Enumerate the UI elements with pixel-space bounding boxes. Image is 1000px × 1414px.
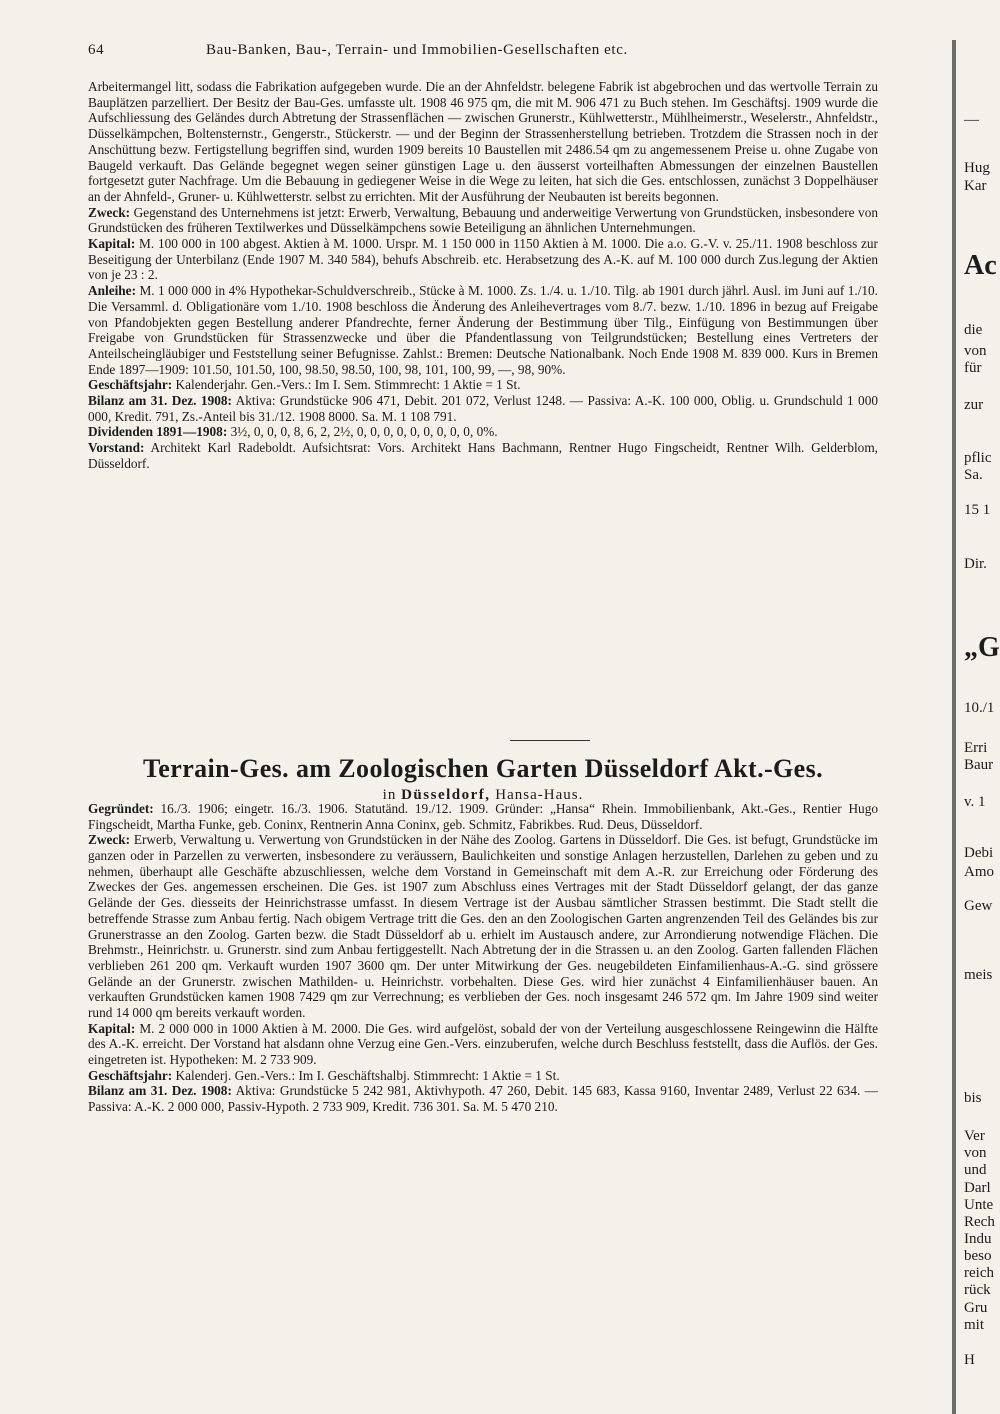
- paragraph-zweck: [88, 205, 878, 236]
- margin-fragment: von: [964, 343, 987, 359]
- running-title: Bau-Banken, Bau-, Terrain- und Immobilien-Gesellschaften etc.: [206, 42, 628, 58]
- paragraph-lead: Kapital:: [88, 236, 136, 252]
- paragraph-lead: Bilanz am 31. Dez. 1908:: [88, 1083, 232, 1099]
- margin-fragment: Baur: [964, 757, 994, 773]
- paragraph-text: Gegenstand des Unternehmens ist jetzt: Erwerb, Verwaltung, Bebauung und anderweitige Verwertung von Grundstücken, insbesondere von Grundstücken des früheren Textilwerkes und Düsselkämpchens sowie Beteiligung an ähnlichen Unternehmungen.: [88, 204, 878, 236]
- paragraph-text: M. 2 000 000 in 1000 Aktien à M. 2000. Die Ges. wird aufgelöst, sobald der von der Verteilung ausgeschlossene Reingewinn die Hälfte des A.-K. erreicht. Der Vorstand hat alsdann ohne Verzug eine Gen.-Vers. einzuberufen, welche durch Beschluss feststellt, dass die Auflös. der Ges. eingetreten ist. Hypotheken: M. 2 733 909.: [88, 1020, 878, 1067]
- margin-fragment: und: [964, 1162, 987, 1178]
- paragraph-lead: Zweck:: [88, 832, 131, 848]
- margin-fragment: „G: [964, 632, 1000, 663]
- paragraph-kapital: [88, 1021, 878, 1068]
- paragraph-lead: Kapital:: [88, 1020, 136, 1036]
- margin-fragment: v. 1: [964, 794, 986, 810]
- paragraph-text: 3½, 0, 0, 0, 8, 6, 2, 2½, 0, 0, 0, 0, 0, 0, 0, 0, 0, 0%.: [230, 424, 498, 440]
- margin-fragment: H: [964, 1352, 975, 1368]
- paragraph-gegruendet: [88, 801, 878, 832]
- paragraph-lead: Zweck:: [88, 204, 131, 220]
- company-section: [88, 801, 878, 1115]
- paragraph-zweck: [88, 832, 878, 1020]
- margin-fragment: beso: [964, 1248, 992, 1264]
- margin-fragment: Debi: [964, 845, 994, 861]
- paragraph-lead: Gegründet:: [88, 801, 154, 816]
- page-header: [88, 42, 878, 66]
- margin-fragment: Hug: [964, 160, 990, 176]
- margin-fragment: mit: [964, 1317, 985, 1333]
- paragraph-text: M. 1 000 000 in 4% Hypothekar-Schuldverschreib., Stücke à M. 1000. Zs. 1./4. u. 1./10. Tilg. ab 1901 durch jährl. Ausl. im Juni auf 1./10. Die Versamml. d. Obligationäre vom 1./10. 1908 beschloss die Änderung des Anleihevertrages vom 8./7. bezw. 1./10. 1896 in bezug auf Freigabe von Pfandobjekten gegen Bestellung anderer Pfandrechte, ferner Änderung der Bestimmung über Tilg., Einfügung von Bestimmungen über Freigabe von Grundstücken für Strassenzwecke und über die Pfandentlassung von Teilgrundstücken; Bestellung eines Vertreters der Anteilscheingläubiger und Feststellung seiner Befugnisse. Zahlst.: Bremen: Deutsche Nationalbank. Noch Ende 1908 M. 839 000. Kurs in Bremen Ende 1897—1909: 101.50, 101.50, 100, 98.50, 98.50, 100, 98, 101, 100, 99, —, 98, 90%.: [88, 283, 879, 377]
- margin-fragment: rück: [964, 1282, 991, 1298]
- paragraph-geschaeftsjahr: [88, 1068, 878, 1084]
- margin-fragment: pflic: [964, 450, 992, 466]
- margin-fragment: reich: [964, 1265, 994, 1281]
- paragraph-lead: Dividenden 1891—1908:: [88, 424, 228, 440]
- paragraph-anleihe: [88, 283, 878, 377]
- paragraph-bilanz: [88, 393, 878, 424]
- paragraph-text: 16./3. 1906; eingetr. 16./3. 1906. Statutänd. 19./12. 1909. Gründer: „Hansa“ Rhein. Immobilienbank, Akt.-Ges., Rentier Hugo Fingscheidt, Martha Funke, geb. Coninx, Rentnerin Anna Coninx, geb. Schmitz, Fabrikbes. Rud. Deus, Düsseldorf.: [88, 801, 878, 832]
- paragraph-bilanz: [88, 1083, 878, 1114]
- margin-fragment: Rech: [964, 1214, 995, 1230]
- margin-fragment: meis: [964, 967, 993, 983]
- paragraph-kapital: [88, 236, 878, 283]
- margin-fragment: Unte: [964, 1197, 994, 1213]
- paragraph-lead: Geschäftsjahr:: [88, 377, 173, 393]
- margin-fragment: Amo: [964, 864, 994, 880]
- location-prefix: in: [382, 787, 397, 803]
- margin-fragment: Indu: [964, 1231, 992, 1247]
- location-address: Hansa-Haus.: [495, 787, 584, 803]
- facing-page-margin: [952, 0, 1000, 1414]
- paragraph-lead: Bilanz am 31. Dez. 1908:: [88, 393, 232, 409]
- margin-fragment: bis: [964, 1090, 982, 1106]
- margin-fragment: Kar: [964, 178, 987, 194]
- paragraph-text: Aktiva: Grundstücke 5 242 981, Aktivhypoth. 47 260, Debit. 145 683, Kassa 9160, Inventar 2489, Verlust 22 634. — Passiva: A.-K. 2 000 000, Passiv-Hypoth. 2 733 909, Kredit. 736 301. Sa. M. 5 470 210.: [88, 1083, 878, 1115]
- location-city: Düsseldorf,: [401, 787, 491, 803]
- paragraph-text: Aktiva: Grundstücke 906 471, Debit. 201 072, Verlust 1248. — Passiva: A.-K. 100 000, Oblig. u. Grundschuld 1 000 000, Kredit. 791, Zs.-Anteil bis 31./12. 1908 8000. Sa. M. 1 108 791.: [88, 393, 879, 424]
- margin-fragment: die: [964, 322, 983, 338]
- paragraph-text: M. 100 000 in 100 abgest. Aktien à M. 1000. Urspr. M. 1 150 000 in 1150 Aktien à M. 1000. Die a.o. G.-V. v. 25./11. 1908 beschloss zur Beseitigung der Unterbilanz (Ende 1907 M. 340 584), behufs Abschreib. etc. Herabsetzung des A.-K. auf M. 100 000 durch Zus.legung der Aktien von je 23 : 2.: [88, 236, 878, 283]
- margin-fragment: —: [964, 112, 979, 128]
- margin-fragment: Gru: [964, 1300, 988, 1316]
- margin-fragment: Darl: [964, 1180, 991, 1196]
- paragraph-text: Arbeitermangel litt, sodass die Fabrikation aufgegeben wurde. Die an der Ahnfeldstr. belegene Fabrik ist abgebrochen und das wertvolle Terrain zu Bauplätzen parzelliert. Der Besitz der Bau-Ges. umfasste ult. 1908 46 975 qm, die mit M. 906 471 zu Buch stehen. Im Geschäftsj. 1909 wurde die Aufschliessung des Geländes durch Abtretung der Strassenflächen — zwischen Grunerstr., Kühlwetterstr., Mühlheimerstr., Weselerstr., Ahnfeldstr., Düsselkämpchen, Boltensternstr., Gengerstr., Stückerstr. — und der Beginn der Strassenherstellung betrieben. Trotzdem die Strassen noch in der Anschüttung bezw. Fertigstellung begriffen sind, wurden 1909 bereits 10 Baustellen mit 2486.54 qm zu angemessenem Preise u. ohne Zugabe von Baugeld verkauft. Das Gelände begegnet wegen seiner günstigen Lage u. den äusserst vorteilhaften Abmessungen der einzelnen Baustellen fortgesetzt guter Nachfrage. Um die Bebauung in gediegener Weise in die Wege zu leiten, hat sich die Ges. entschlossen, zunächst 3 Doppelhäuser an der Ahnfeld-, Gruner- u. Kühlwetterstr. selbst zu errichten. Mit der Ausführung der Neubauten ist bereits begonnen.: [88, 79, 878, 204]
- margin-fragment: Ac: [964, 250, 997, 281]
- margin-fragment: Erri: [964, 740, 988, 756]
- page-number: 64: [88, 42, 105, 58]
- paragraph-vorstand: [88, 440, 878, 471]
- paragraph-text: Kalenderjahr. Gen.-Vers.: Im I. Sem. Stimmrecht: 1 Aktie = 1 St.: [175, 377, 521, 393]
- margin-fragment: 10./1: [964, 700, 995, 716]
- margin-fragment: Sa.: [964, 467, 983, 483]
- paragraph-dividenden: [88, 424, 878, 440]
- paragraph-geschaeftsjahr: [88, 377, 878, 393]
- paragraph-text: Kalenderj. Gen.-Vers.: Im I. Geschäftshalbj. Stimmrecht: 1 Aktie = 1 St.: [175, 1067, 560, 1083]
- paragraph-lead: Geschäftsjahr:: [88, 1067, 173, 1083]
- margin-fragment: zur: [964, 397, 984, 413]
- margin-fragment: Dir.: [964, 556, 987, 572]
- margin-fragment: 15 1: [964, 502, 991, 518]
- company-title: Terrain-Ges. am Zoologischen Garten Düsseldorf Akt.-Ges.: [142, 754, 824, 783]
- margin-fragment: für: [964, 360, 982, 376]
- paragraph-lead: Vorstand:: [88, 440, 145, 456]
- previous-company-section: [88, 79, 878, 472]
- paragraph-continuation: [88, 79, 878, 205]
- paragraph-text: Architekt Karl Radeboldt. Aufsichtsrat: Vors. Architekt Hans Bachmann, Rentner Hugo Fingscheidt, Rentner Wilh. Gelderblom, Düsseldorf.: [88, 440, 878, 471]
- paragraph-text: Erwerb, Verwaltung u. Verwertung von Grundstücken in der Nähe des Zoolog. Gartens in Düsseldorf. Die Ges. ist befugt, Grundstücke im ganzen oder in Parzellen zu verwerten, insbesondere zu veräussern, Baulichkeiten und sonstige Anlagen herzustellen, Darlehen zu geben und zu nehmen, überhaupt alle Geschäfte abzuschliessen, welche dem Vorstand in Gemeinschaft mit dem A.-R. zur Erreichung oder Förderung des Zweckes der Ges. angemessen erscheinen. Die Ges. ist 1907 zum Abschluss eines Vertrages mit der Stadt Düsseldorf gelangt, der das ganze Gelände der Ges. diesseits der Heinrichstrasse umfasst. In diesem Vertrage ist der Ausbau sämtlicher Strassen bestimmt. Die Stadt stellt die betreffende Strasse zum Anbau fertig. Nach obigem Vertrage tritt die Ges. den an den Zoologischen Garten angrenzenden Teil des Geländes bis zur Grunerstrasse an den Zoolog. Garten bezw. die Stadt Düsseldorf ab u. erhielt im Austausch andere, zur Arrondierung notwendige Flächen. Die Brehmstr., Heinrichstr. u. Grunerstr. sind zum Anbau fertiggestellt. Nach Abtretung der in die Strassen u. an den Zoolog. Garten fallenden Flächen verblieben 261 200 qm. Verkauft wurden 1907 3600 qm. Der unter Mitwirkung der Ges. neugebildeten Einfamilienhaus-A.-G. sind grössere Gelände an der Grunerstr. zwischen Mathilden- u. Heinrichstr. vorbehalten. Diese Ges. wird hier zunächst 4 Einfamilienhäuser bauen. An verkauften Grundstücken kamen 1908 7429 qm zur Verrechnung; es verblieben der Ges. noch insgesamt 246 572 qm. Im Jahre 1909 sind weiter rund 14 000 qm bereits verkauft worden.: [88, 832, 879, 1020]
- margin-fragment: Gew: [964, 898, 993, 914]
- margin-fragment: Ver: [964, 1128, 985, 1144]
- margin-fragment: von: [964, 1145, 987, 1161]
- section-divider: [510, 740, 590, 741]
- paragraph-lead: Anleihe:: [88, 283, 137, 299]
- page-gutter-shadow: [952, 40, 956, 1414]
